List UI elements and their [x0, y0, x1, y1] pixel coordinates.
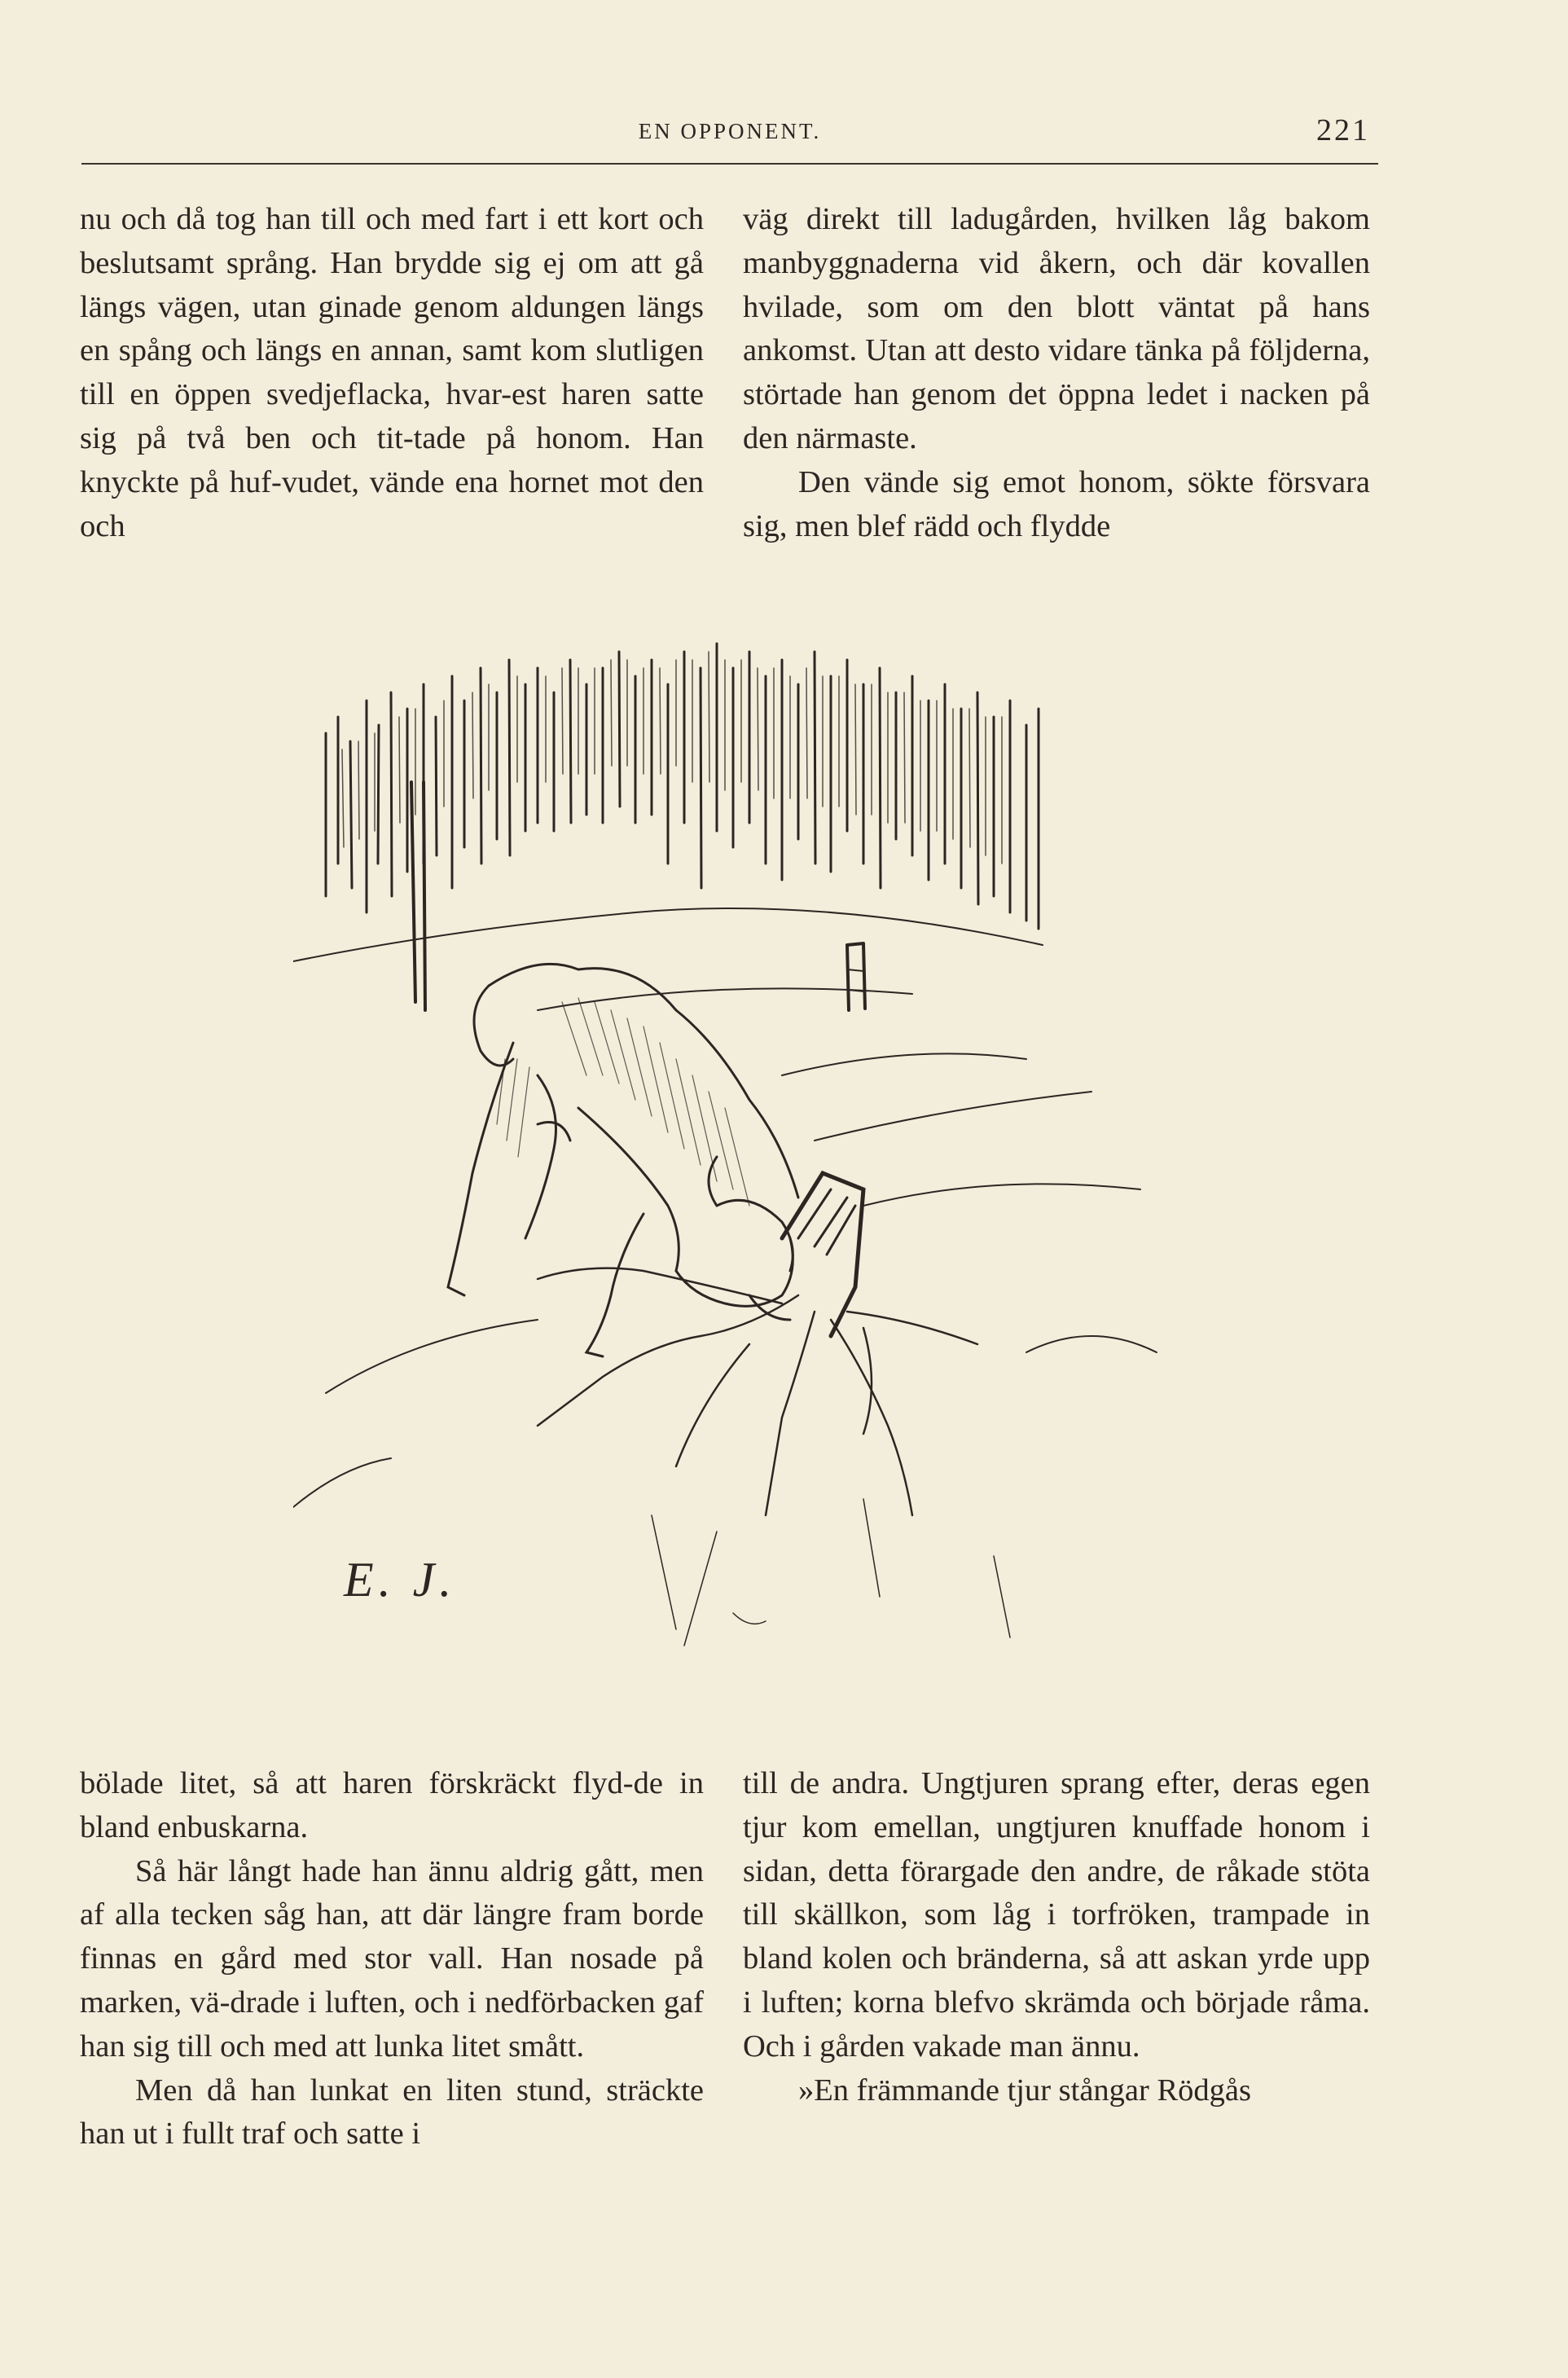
column-top-left [80, 198, 704, 548]
illustrator-signature: E. J. [344, 1553, 457, 1607]
paragraph: »En främmande tjur stångar Rödgås [798, 2073, 1251, 2108]
column-bottom-left [80, 1762, 704, 2156]
bull-shading [497, 998, 749, 1206]
ground-lines [293, 908, 1157, 1507]
paragraph: till de andra. Ungtjuren sprang efter, deras egen tjur kom emellan, ungtjuren knuffade honom i sidan, detta förargade den andre, de råkade stöta till skällkon, som låg i torfröken, trampade in bland kolen och bränderna, så att askan yrde upp i luften; korna blefvo skrämda och började råma. Och i gården vakade man ännu. [743, 1766, 1370, 2064]
paragraph: Den vände sig emot honom, sökte försvara sig, men blef rädd och flydde [743, 464, 1370, 543]
column-bottom-right [743, 1762, 1370, 2112]
column-top-right [743, 198, 1370, 548]
forest-trees [326, 644, 1039, 929]
paragraph: Men då han lunkat en liten stund, sträckte han ut i fullt traf och satte i [80, 2073, 704, 2152]
paragraph: Så här långt hade han ännu aldrig gått, men af alla tecken såg han, att där längre fram borde finnas en gård med stor vall. Han nosade på marken, vä-drade i luften, och i nedförbacken gaf han sig till och med att lunka litet smått. [80, 1853, 704, 2064]
paragraph: bölade litet, så att haren förskräckt flyd-de in bland enbuskarna. [80, 1766, 704, 1844]
header-rule [81, 163, 1378, 165]
bull-figure [448, 964, 798, 1356]
page-number: 221 [1316, 113, 1370, 147]
running-header [81, 113, 1378, 160]
paragraph: nu och då tog han till och med fart i ett kort och beslutsamt språng. Han brydde sig ej om att gå längs vägen, utan ginade genom aldungen längs en spång och längs en annan, samt kom slutligen till en öppen svedjeflacka, hvar-est haren satte sig på två ben och tit-tade på honom. Han knyckte på huf-vudet, vände ena hornet mot den och [80, 202, 704, 543]
paragraph: väg direkt till ladugården, hvilken låg bakom manbyggnaderna vid åkern, och där kovallen hvilade, som om den blott väntat på hans ankomst. Utan att desto vidare tänka på följderna, störtade han genom det öppna ledet i nacken på den närmaste. [743, 202, 1370, 455]
running-title: EN OPPONENT. [638, 119, 822, 143]
forest-dense-hatching [342, 652, 1002, 864]
